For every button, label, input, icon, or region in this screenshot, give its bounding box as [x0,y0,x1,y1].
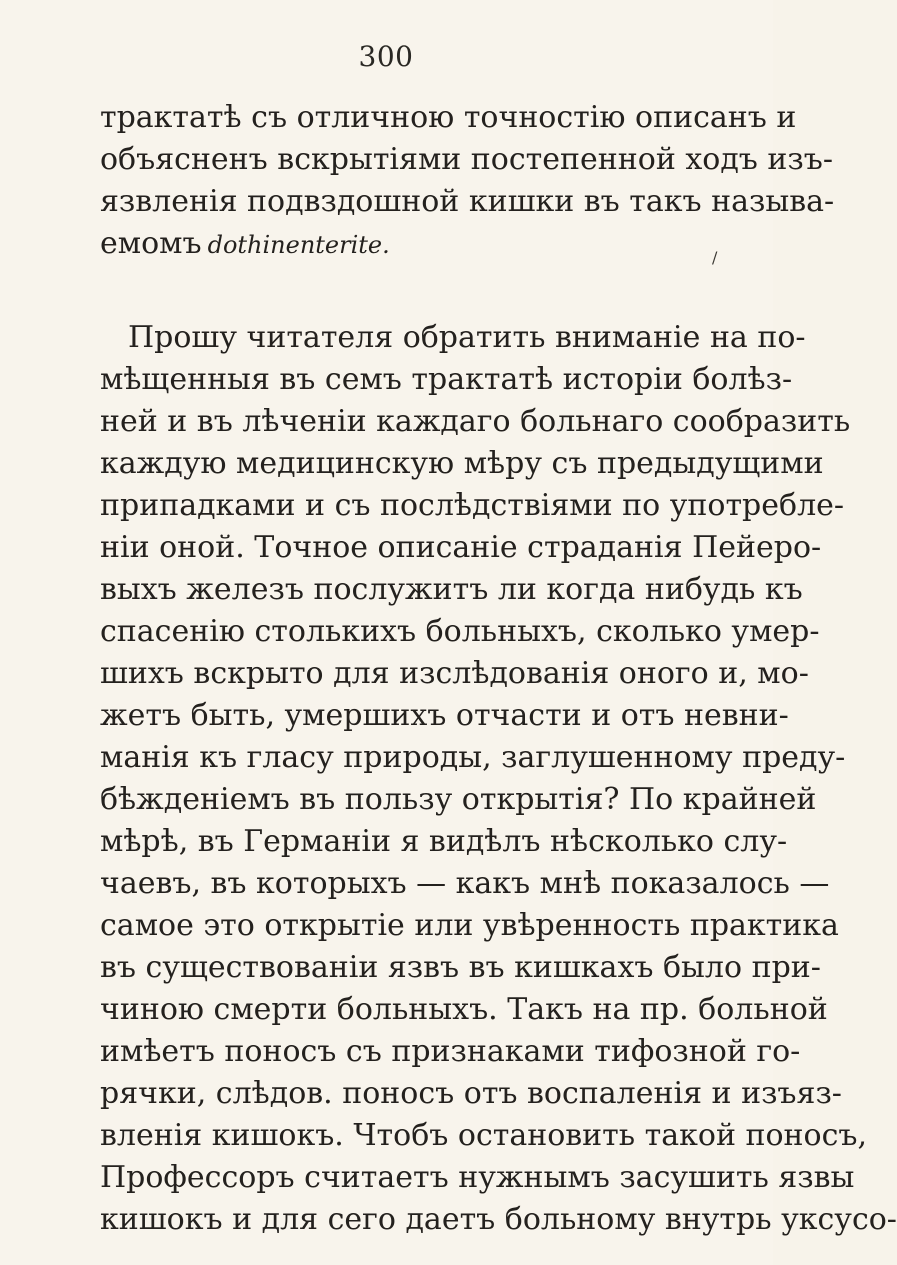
paragraph2-line-20: вленія кишокъ. Чтобъ остановить такой поносъ, [100,1118,868,1153]
paragraph2-line-14: чаевъ, въ которыхъ — какъ мнѣ показалось — [100,866,830,901]
paragraph2-line-16: въ существованіи язвъ въ кишкахъ было при- [100,950,821,985]
paragraph2-line-12: бѣжденіемъ въ пользу открытія? По крайней [100,782,817,817]
paragraph2-line-15: самое это открытіе или увѣренность практика [100,908,839,943]
paragraph2-line-13: мѣрѣ, въ Германіи я видѣлъ нѣсколько слу- [100,824,788,859]
paragraph2-line-6: ніи оной. Точное описаніе страданія Пейеро- [100,530,822,565]
paragraph2-line-22: кишокъ и для сего даетъ больному внутрь уксусо- [100,1202,897,1237]
paragraph1-line-3: язвленія подвздошной кишки въ такъ называ- [100,184,835,219]
paragraph2-line-1: Прошу читателя обратить вниманіе на по- [128,320,806,355]
italic-term: dothinenterite. [207,231,390,259]
paragraph2-line-7: выхъ железъ послужитъ ли когда нибудь къ [100,572,803,607]
paragraph2-line-19: рячки, слѣдов. поносъ отъ воспаленія и изъяз- [100,1076,842,1111]
paragraph2-line-21: Профессоръ считаетъ нужнымъ засушить язвы [100,1160,855,1195]
paragraph2-line-4: каждую медицинскую мѣру съ предыдущими [100,446,824,481]
paragraph2-line-5: припадками и съ послѣдствіями по употребле- [100,488,845,523]
stray-mark: / [712,248,718,267]
paragraph2-line-11: манія къ гласу природы, заглушенному преду- [100,740,846,775]
paragraph2-line-9: шихъ вскрыто для изслѣдованія оного и, мо- [100,656,809,691]
paragraph2-line-3: ней и въ лѣченіи каждаго больнаго сообразить [100,404,851,439]
paragraph1-line-4-text: емомъ [100,226,202,261]
paragraph2-line-18: имѣетъ поносъ съ признаками тифозной го- [100,1034,801,1069]
paragraph1-line-2: объясненъ вскрытіями постепенной ходъ изъ- [100,142,834,177]
paragraph1-line-1: трактатѣ съ отличною точностію описанъ и [100,100,797,135]
paragraph2-line-2: мѣщенныя въ семъ трактатѣ исторіи болѣз- [100,362,793,397]
paragraph2-line-10: жетъ быть, умершихъ отчасти и отъ невни- [100,698,789,733]
paragraph1-line-4 [100,224,720,265]
page-number: 300 [358,40,414,73]
paragraph2-line-8: спасенію столькихъ больныхъ, сколько умер- [100,614,820,649]
paragraph2-line-17: чиною смерти больныхъ. Такъ на пр. больной [100,992,828,1027]
